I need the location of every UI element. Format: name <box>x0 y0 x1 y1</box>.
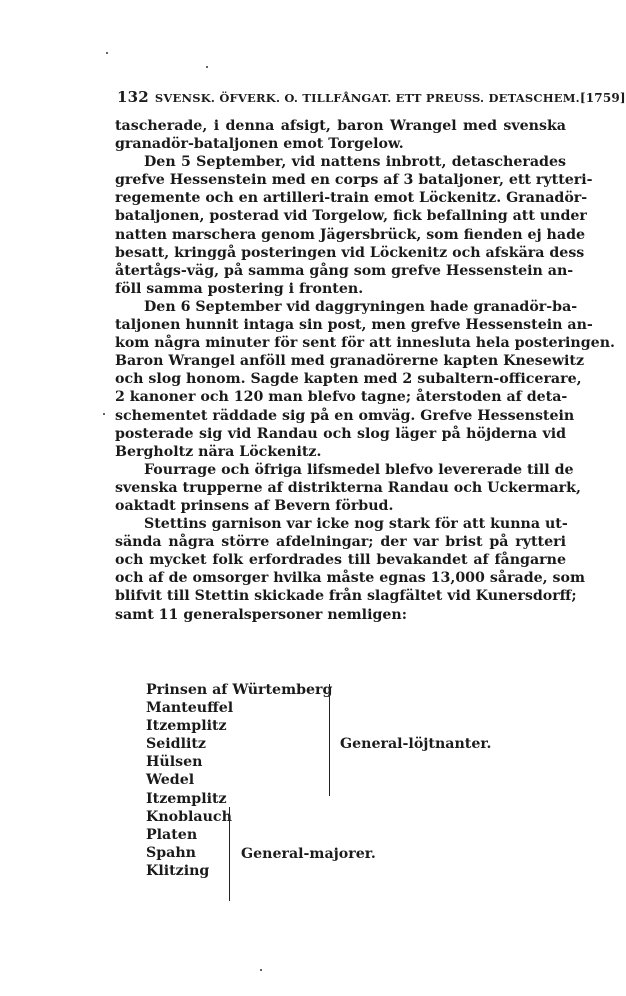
text-line: och mycket folk erfordrades till bevakandet af fångarne <box>115 552 566 569</box>
text-line: 2 kanoner och 120 man blefvo tagne; återstoden af deta- <box>115 389 568 406</box>
text-line: tascherade, i denna afsigt, baron Wrangel med svenska <box>115 118 566 134</box>
text-line: bataljonen, posterad vid Torgelow, fick befallning att under <box>115 208 587 225</box>
text-line: Bergholtz nära Löckenitz. <box>115 443 322 460</box>
running-title: SVENSK. ÖFVERK. O. TILLFÅNGAT. ETT PREUSS. DETASCHEM. <box>154 91 580 105</box>
major-generals-label: General-majorer. <box>241 846 376 862</box>
header-year: [1759] <box>579 91 626 105</box>
text-line: föll samma postering i fronten. <box>115 280 364 297</box>
list-item: Itzemplitz <box>146 790 227 807</box>
text-line: kom några minuter för sent för att innesluta hela posteringen. <box>115 335 615 352</box>
major-generals-brace <box>229 807 230 901</box>
text-line: oaktadt prinsens af Bevern förbud. <box>115 497 394 514</box>
running-header <box>117 88 626 106</box>
text-line: regemente och en artilleri-train emot Löckenitz. Granadör- <box>115 190 588 207</box>
lieutenant-generals-label: General-löjtnanter. <box>340 736 492 752</box>
list-item: Wedel <box>146 772 195 789</box>
text-line: taljonen hunnit intaga sin post, men grefve Hessenstein an- <box>115 317 593 334</box>
text-line: posterade sig vid Randau och slog läger på höjderna vid <box>115 425 566 442</box>
body-text <box>115 117 615 624</box>
text-line: Den 6 September vid daggryningen hade granadör-ba- <box>144 298 578 315</box>
list-item: Manteuffel <box>146 700 234 717</box>
text-line: natten marschera genom Jägersbrück, som fienden ej hade <box>115 226 586 243</box>
text-line: sända några större afdelningar; der var brist på rytteri <box>115 534 566 551</box>
list-item: Itzemplitz <box>146 718 227 735</box>
list-item: Prinsen af Würtemberg <box>146 682 333 698</box>
speck <box>106 52 108 54</box>
lieutenant-generals-brace <box>329 684 330 796</box>
page-number: 132 <box>117 88 149 106</box>
text-line: besatt, kringgå posteringen vid Löckenitz och afskära dess <box>115 244 585 261</box>
text-line: Baron Wrangel anföll med granadörerne kapten Knesewitz <box>115 353 585 370</box>
text-line: återtågs-väg, på samma gång som grefve Hessenstein an- <box>115 262 574 279</box>
speck <box>260 969 262 971</box>
speck <box>103 413 105 415</box>
text-line: Den 5 September, vid nattens inbrott, detascherades <box>144 154 566 171</box>
text-line: och slog honom. Sagde kapten med 2 subaltern-officerare, <box>115 371 582 388</box>
text-line: svenska trupperne af distrikterna Randau och Uckermark, <box>115 479 581 496</box>
speck <box>206 66 208 68</box>
text-line: Fourrage och öfriga lifsmedel blefvo levererade till de <box>144 461 574 478</box>
text-line: grefve Hessenstein med en corps af 3 bataljoner, ett rytteri- <box>115 172 593 189</box>
list-item: Knoblauch <box>146 808 232 825</box>
list-item: Platen <box>146 826 198 843</box>
text-line: blifvit till Stettin skickade från slagfältet vid Kunersdorff; <box>115 588 577 605</box>
list-item: Klitzing <box>146 862 210 879</box>
list-item: Spahn <box>146 844 196 861</box>
list-item: Hülsen <box>146 754 203 771</box>
text-line: samt 11 generalspersoner nemligen: <box>115 606 407 623</box>
list-item: Seidlitz <box>146 736 206 753</box>
text-line: schementet räddade sig på en omväg. Grefve Hessenstein <box>115 407 575 424</box>
text-line: och af de omsorger hvilka måste egnas 13,000 sårade, som <box>115 570 586 587</box>
text-line: granadör-bataljonen emot Torgelow. <box>115 136 404 153</box>
text-line: Stettins garnison var icke nog stark för att kunna ut- <box>144 516 568 533</box>
